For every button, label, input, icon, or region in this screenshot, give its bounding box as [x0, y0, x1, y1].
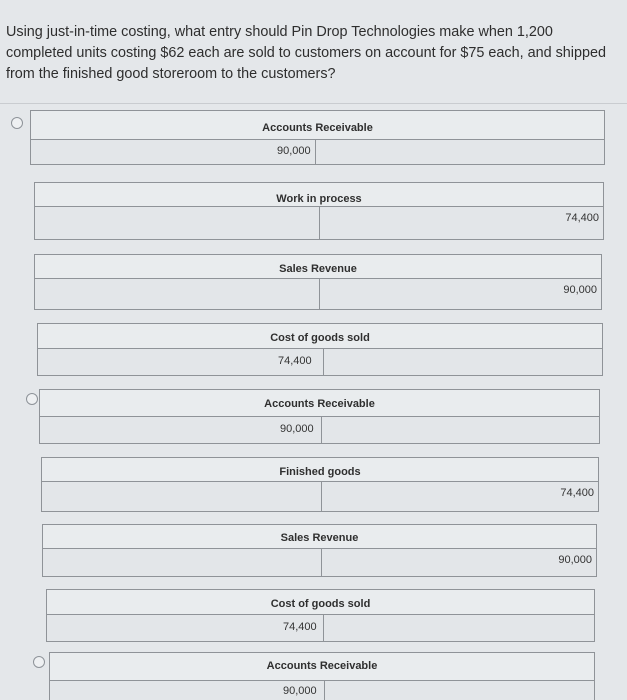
debit-credit-divider	[324, 681, 325, 700]
amount-row	[38, 348, 602, 375]
account-name: Sales Revenue	[279, 263, 357, 275]
amount-row	[31, 139, 604, 164]
account-name: Sales Revenue	[280, 532, 359, 544]
debit-credit-divider	[319, 207, 320, 239]
debit-amount: 90,000	[280, 423, 314, 435]
option-2-account-finished-goods	[41, 457, 599, 512]
option-2-account-sales-revenue	[42, 524, 597, 577]
question-text: Using just-in-time costing, what entry should Pin Drop Technologies make when 1,200 completed units costing $62 each are sold to customers on account for $75 each, and shipped from the finished good storeroom to the customers?	[6, 24, 606, 82]
option-1-radio[interactable]	[11, 117, 23, 129]
option-2-account-accounts-receivable	[39, 389, 600, 444]
credit-amount: 90,000	[563, 284, 597, 296]
account-name: Accounts Receivable	[266, 660, 378, 672]
option-2-radio[interactable]	[26, 393, 38, 405]
account-name: Accounts Receivable	[262, 122, 373, 134]
credit-amount: 90,000	[558, 554, 592, 566]
debit-amount: 74,400	[283, 621, 317, 633]
credit-amount: 74,400	[560, 487, 594, 499]
amount-row	[42, 481, 598, 511]
account-name: Finished goods	[279, 466, 361, 478]
amount-row	[43, 548, 596, 576]
option-1-account-cost-of-goods-sold	[37, 323, 603, 376]
account-name: Cost of goods sold	[270, 598, 371, 610]
account-name: Cost of goods sold	[270, 332, 370, 344]
option-1-account-work-in-process	[34, 182, 604, 240]
debit-amount: 74,400	[278, 355, 312, 367]
amount-row	[47, 614, 594, 641]
debit-credit-divider	[321, 482, 322, 511]
credit-amount: 74,400	[565, 212, 599, 224]
account-name: Accounts Receivable	[264, 398, 375, 410]
debit-credit-divider	[323, 349, 324, 375]
debit-amount: 90,000	[283, 685, 317, 697]
debit-credit-divider	[321, 549, 322, 576]
option-3-account-accounts-receivable	[49, 652, 595, 700]
debit-credit-divider	[315, 140, 316, 164]
option-1-account-sales-revenue	[34, 254, 602, 310]
amount-row	[40, 416, 599, 443]
debit-credit-divider	[323, 615, 324, 641]
debit-amount: 90,000	[277, 145, 311, 157]
amount-row	[35, 206, 603, 239]
option-2-account-cost-of-goods-sold	[46, 589, 595, 642]
debit-credit-divider	[319, 279, 320, 309]
divider	[0, 103, 627, 104]
debit-credit-divider	[321, 417, 322, 443]
option-3-radio[interactable]	[33, 656, 45, 668]
amount-row	[35, 278, 601, 309]
amount-row	[50, 680, 594, 700]
account-name: Work in process	[276, 193, 362, 205]
option-1-account-accounts-receivable	[30, 110, 605, 165]
